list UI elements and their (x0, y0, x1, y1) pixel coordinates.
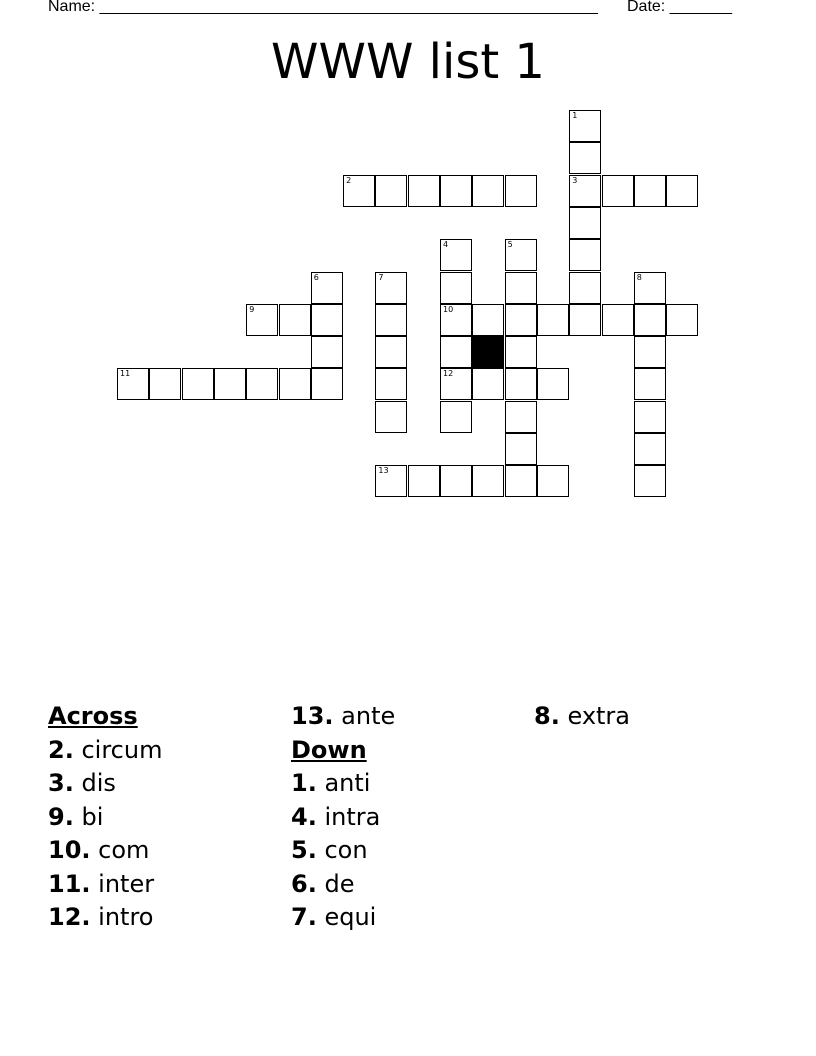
cell-number: 7 (378, 272, 384, 282)
cell-number: 12 (443, 369, 454, 379)
crossword-cell[interactable] (505, 175, 537, 207)
crossword-cell[interactable] (634, 175, 666, 207)
clue-number: 10. (48, 836, 91, 864)
crossword-cell[interactable] (634, 272, 666, 304)
crossword-cell[interactable] (634, 401, 666, 433)
crossword-cell[interactable] (634, 304, 666, 336)
crossword-cell[interactable] (569, 272, 601, 304)
clue-item (48, 734, 288, 768)
clue-heading-label: Down (291, 735, 367, 764)
crossword-cell[interactable] (149, 368, 181, 400)
crossword-cell[interactable] (602, 304, 634, 336)
crossword-cell[interactable] (602, 175, 634, 207)
crossword-cell[interactable] (537, 465, 569, 497)
crossword-cell[interactable] (666, 304, 698, 336)
clue-text: circum (81, 735, 163, 764)
clue-number: 2. (48, 735, 74, 764)
clue-number: 3. (48, 769, 74, 797)
crossword-cell[interactable] (375, 368, 407, 400)
clue-item (48, 767, 288, 801)
crossword-cell[interactable] (408, 465, 440, 497)
crossword-cell[interactable] (440, 465, 472, 497)
crossword-grid (0, 0, 816, 520)
crossword-cell[interactable] (246, 368, 278, 400)
crossword-cell[interactable] (440, 336, 472, 368)
crossword-cell[interactable] (375, 465, 407, 497)
crossword-cell[interactable] (569, 110, 601, 142)
crossword-cell[interactable] (505, 272, 537, 304)
clue-number: 13. (291, 702, 334, 730)
clue-item (291, 767, 531, 801)
clue-text: dis (81, 769, 116, 797)
crossword-cell[interactable] (569, 207, 601, 239)
crossword-cell[interactable] (440, 175, 472, 207)
cell-number: 2 (346, 175, 352, 185)
crossword-cell[interactable] (505, 368, 537, 400)
crossword-cell[interactable] (343, 175, 375, 207)
crossword-cell[interactable] (505, 304, 537, 336)
crossword-cell[interactable] (569, 304, 601, 336)
clue-text: inter (98, 869, 155, 898)
cell-number: 6 (313, 272, 319, 282)
crossword-cell[interactable] (375, 304, 407, 336)
cell-number: 9 (249, 304, 255, 314)
crossword-cell[interactable] (279, 304, 311, 336)
clue-item (48, 901, 288, 935)
crossword-cell[interactable] (375, 336, 407, 368)
crossword-cell[interactable] (408, 175, 440, 207)
crossword-cell[interactable] (666, 175, 698, 207)
clue-text: extra (567, 702, 630, 730)
clue-number: 4. (291, 802, 317, 831)
clue-heading-label: Across (48, 702, 138, 730)
crossword-cell[interactable] (505, 433, 537, 465)
crossword-cell[interactable] (569, 142, 601, 174)
cell-number: 1 (572, 111, 578, 120)
clue-text: ante (341, 702, 396, 730)
clue-text: con (324, 836, 368, 864)
crossword-cell[interactable] (375, 175, 407, 207)
crossword-cell[interactable] (634, 368, 666, 400)
crossword-cell[interactable] (505, 239, 537, 271)
cell-number: 13 (378, 466, 389, 476)
clue-text: intra (324, 802, 381, 831)
crossword-cell[interactable] (311, 368, 343, 400)
clue-text: com (98, 836, 150, 864)
crossword-cell[interactable] (634, 336, 666, 368)
crossword-cell[interactable] (537, 368, 569, 400)
crossword-cell[interactable] (472, 175, 504, 207)
crossword-cell[interactable] (472, 368, 504, 400)
cell-number: 8 (636, 272, 642, 282)
clue-column-2 (291, 700, 531, 935)
crossword-cell[interactable] (634, 465, 666, 497)
date-field-label: Date: _______ (627, 0, 732, 15)
crossword-cell[interactable] (505, 401, 537, 433)
crossword-cell[interactable] (569, 175, 601, 207)
cell-number: 4 (443, 240, 449, 250)
cell-number: 11 (120, 369, 131, 379)
clue-heading-down (291, 734, 531, 768)
clue-number: 12. (48, 903, 91, 931)
page-title: WWW list 1 (271, 34, 545, 90)
clue-item (48, 834, 288, 868)
clue-number: 11. (48, 869, 91, 898)
crossword-cell[interactable] (440, 368, 472, 400)
clue-text: de (324, 869, 355, 898)
clue-number: 1. (291, 769, 317, 797)
crossword-cell[interactable] (311, 304, 343, 336)
crossword-cell[interactable] (182, 368, 214, 400)
crossword-cell[interactable] (440, 401, 472, 433)
crossword-cell[interactable] (375, 272, 407, 304)
clue-number: 6. (291, 869, 317, 898)
clue-item (534, 700, 774, 734)
clue-text: equi (324, 903, 377, 931)
clue-item (291, 901, 531, 935)
crossword-cell[interactable] (440, 239, 472, 271)
clue-item (291, 700, 531, 734)
clue-item (291, 834, 531, 868)
crossword-cell[interactable] (117, 368, 149, 400)
crossword-cell[interactable] (440, 272, 472, 304)
crossword-cell[interactable] (311, 336, 343, 368)
name-field-label: Name: ________________________________________________________ (48, 0, 598, 15)
crossword-cell[interactable] (472, 304, 504, 336)
clue-text: anti (324, 769, 371, 797)
crossword-cell[interactable] (246, 304, 278, 336)
clue-column-3 (534, 700, 774, 734)
cell-number: 5 (507, 240, 513, 250)
crossword-cell[interactable] (440, 304, 472, 336)
crossword-cell[interactable] (214, 368, 246, 400)
cell-number: 3 (572, 175, 578, 185)
clue-number: 9. (48, 802, 74, 831)
clue-text: intro (98, 903, 154, 931)
clue-column-1 (48, 700, 288, 935)
crossword-cell[interactable] (279, 368, 311, 400)
crossword-cell[interactable] (505, 465, 537, 497)
clue-number: 7. (291, 903, 317, 931)
crossword-cell[interactable] (375, 401, 407, 433)
clue-item (291, 868, 531, 902)
crossword-cell[interactable] (505, 336, 537, 368)
crossword-cell[interactable] (311, 272, 343, 304)
crossword-cell[interactable] (634, 433, 666, 465)
clue-heading-across (48, 700, 288, 734)
clue-number: 8. (534, 702, 560, 730)
crossword-cell[interactable] (472, 465, 504, 497)
clue-number: 5. (291, 836, 317, 864)
crossword-cell[interactable] (537, 304, 569, 336)
crossword-cell[interactable] (569, 239, 601, 271)
clue-text: bi (81, 802, 104, 831)
clue-item (291, 801, 531, 835)
black-square (472, 336, 504, 368)
clue-item (48, 801, 288, 835)
clue-item (48, 868, 288, 902)
cell-number: 10 (443, 304, 454, 314)
